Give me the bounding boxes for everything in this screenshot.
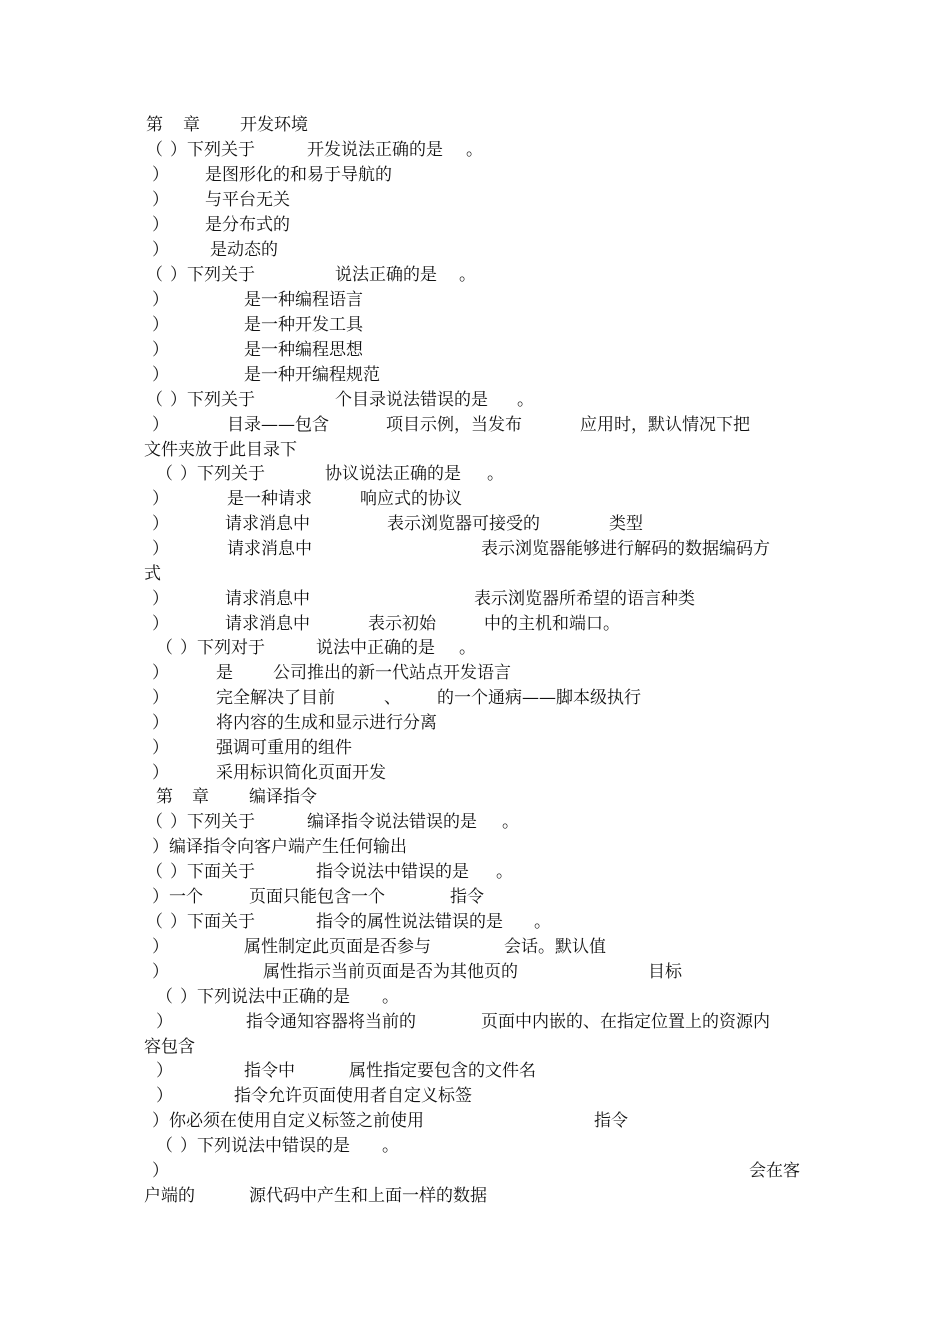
option-marker: ） [152, 1161, 169, 1181]
question-text: 。 [382, 987, 399, 1007]
option-text: 户端的 [144, 1186, 195, 1206]
option-marker: ） [156, 1061, 173, 1081]
option-line [0, 736, 352, 761]
question-text: ）下列对于 [180, 638, 265, 658]
option-line [0, 612, 620, 637]
question-text: ）下列关于 [170, 265, 255, 285]
option-text: ）你必须在使用自定义标签之前使用 [152, 1111, 424, 1131]
question-line [0, 910, 551, 935]
option-text: 指令通知容器将当前的 [246, 1012, 416, 1032]
chapter-label: 章 [183, 115, 200, 135]
chapter-label: 章 [192, 787, 209, 807]
answer-bracket: （ [156, 987, 173, 1007]
question-text: 。 [517, 390, 534, 410]
question-text: ）下列关于 [170, 812, 255, 832]
option-line [0, 587, 695, 612]
option-text: 强调可重用的组件 [216, 738, 352, 758]
option-marker: ） [152, 489, 169, 509]
option-text: 将内容的生成和显示进行分离 [216, 713, 437, 733]
option-text: 目录——包含 [227, 415, 329, 435]
option-marker: ） [152, 415, 169, 435]
question-text: ）下列关于 [170, 390, 255, 410]
question-text: 指令的属性说法错误的是 [316, 912, 503, 932]
question-text: 。 [459, 638, 476, 658]
option-marker: ） [152, 614, 169, 634]
option-text: ）编译指令向客户端产生任何输出 [152, 837, 407, 857]
question-text: ）下列关于 [170, 140, 255, 160]
option-line [0, 512, 643, 537]
option-line [0, 1109, 628, 1134]
question-line [0, 388, 534, 413]
chapter-2-heading [0, 785, 317, 810]
option-marker: ） [152, 589, 169, 609]
question-text: ）下列说法中正确的是 [180, 987, 350, 1007]
option-line [0, 238, 278, 263]
option-text: 是一种编程思想 [244, 340, 363, 360]
question-line [0, 985, 399, 1010]
option-marker: ） [152, 663, 169, 683]
option-line [0, 363, 380, 388]
question-text: 。 [466, 140, 483, 160]
option-line [0, 338, 363, 363]
option-line [0, 163, 392, 188]
chapter-label: 第 [146, 115, 163, 135]
option-marker: ） [152, 539, 169, 559]
answer-bracket: （ [146, 140, 163, 160]
option-marker: ） [152, 713, 169, 733]
question-text: 协议说法正确的是 [325, 464, 461, 484]
answer-bracket: （ [146, 390, 163, 410]
answer-bracket: （ [156, 1136, 173, 1156]
answer-bracket: （ [156, 638, 173, 658]
option-line [0, 686, 641, 711]
option-text: 是图形化的和易于导航的 [205, 165, 392, 185]
option-marker: ） [152, 688, 169, 708]
option-text: 属性指示当前页面是否为其他页的 [263, 962, 518, 982]
option-marker: ） [152, 763, 169, 783]
chapter-label: 第 [156, 787, 173, 807]
option-text: 是 [216, 663, 233, 683]
question-text: ）下列关于 [180, 464, 265, 484]
option-text: 是一种开发工具 [244, 315, 363, 335]
option-continuation [0, 1035, 195, 1060]
option-text: 中的主机和端口。 [484, 614, 620, 634]
chapter-title: 开发环境 [240, 115, 308, 135]
option-text: 与平台无关 [205, 190, 290, 210]
question-line [0, 138, 483, 163]
option-text: 会话。默认值 [504, 937, 606, 957]
answer-bracket: （ [146, 912, 163, 932]
option-line [0, 960, 682, 985]
option-text: 公司推出的新一代站点开发语言 [273, 663, 511, 683]
option-text: 类型 [609, 514, 643, 534]
option-text: 属性制定此页面是否参与 [244, 937, 431, 957]
option-text: 是一种开编程规范 [244, 365, 380, 385]
option-marker: ） [152, 340, 169, 360]
option-text: 会在客 [749, 1161, 800, 1181]
question-text: ）下列说法中错误的是 [180, 1136, 350, 1156]
option-line [0, 1059, 536, 1084]
question-text: ）下面关于 [170, 912, 255, 932]
option-text: 请求消息中 [225, 514, 310, 534]
question-line [0, 1134, 399, 1159]
option-line [0, 935, 606, 960]
option-line [0, 1010, 770, 1035]
question-line [0, 860, 513, 885]
chapter-title: 编译指令 [249, 787, 317, 807]
option-marker: ） [152, 315, 169, 335]
option-text: 页面中内嵌的、在指定位置上的资源内 [481, 1012, 770, 1032]
question-text: 指令说法中错误的是 [316, 862, 469, 882]
answer-bracket: （ [156, 464, 173, 484]
option-line [0, 537, 770, 562]
option-line [0, 761, 386, 786]
option-continuation [0, 1184, 487, 1209]
option-text: 请求消息中 [227, 539, 312, 559]
question-text: 编译指令说法错误的是 [307, 812, 477, 832]
option-text: 表示浏览器所希望的语言种类 [474, 589, 695, 609]
question-text: 。 [382, 1136, 399, 1156]
option-text: 表示浏览器能够进行解码的数据编码方 [481, 539, 770, 559]
option-text: 指令 [450, 887, 484, 907]
question-line [0, 462, 504, 487]
option-text: 应用时，默认情况下把 [580, 415, 750, 435]
option-marker: ） [152, 962, 169, 982]
option-marker: ） [152, 290, 169, 310]
question-line [0, 263, 476, 288]
option-text: 属性指定要包含的文件名 [349, 1061, 536, 1081]
question-text: 。 [487, 464, 504, 484]
option-text: 容包含 [144, 1037, 195, 1057]
question-line [0, 810, 519, 835]
option-marker: ） [152, 937, 169, 957]
question-line [0, 636, 476, 661]
option-line [0, 711, 437, 736]
option-text: 是动态的 [210, 240, 278, 260]
option-line [0, 1084, 472, 1109]
option-line [0, 1159, 800, 1184]
option-line [0, 885, 484, 910]
option-marker: ） [156, 1086, 173, 1106]
option-text: 是一种请求 [227, 489, 312, 509]
option-marker: ） [152, 215, 169, 235]
option-text: 、 [384, 688, 401, 708]
option-text: 表示初始 [368, 614, 436, 634]
option-text: 请求消息中 [225, 589, 310, 609]
option-marker: ） [152, 240, 169, 260]
option-marker: ） [152, 165, 169, 185]
option-text: 表示浏览器可接受的 [387, 514, 540, 534]
option-marker: ） [152, 190, 169, 210]
option-text: 请求消息中 [225, 614, 310, 634]
question-text: 说法中正确的是 [316, 638, 435, 658]
answer-bracket: （ [146, 265, 163, 285]
option-line [0, 188, 290, 213]
question-text: 开发说法正确的是 [307, 140, 443, 160]
option-line [0, 288, 363, 313]
option-marker: ） [156, 1012, 173, 1032]
option-marker: ） [152, 738, 169, 758]
option-text: 是一种编程语言 [244, 290, 363, 310]
option-text: 响应式的协议 [360, 489, 462, 509]
question-text: 说法正确的是 [335, 265, 437, 285]
option-text: 的一个通病——脚本级执行 [437, 688, 641, 708]
option-text: 页面只能包含一个 [249, 887, 385, 907]
option-text: 指令允许页面使用者自定义标签 [234, 1086, 472, 1106]
question-text: 。 [502, 812, 519, 832]
option-marker: ） [152, 514, 169, 534]
question-text: 。 [534, 912, 551, 932]
option-continuation [0, 438, 297, 463]
question-text: 。 [459, 265, 476, 285]
chapter-1-heading [0, 113, 308, 138]
option-line [0, 213, 290, 238]
option-text: 文件夹放于此目录下 [144, 440, 297, 460]
option-text: 项目示例，当发布 [386, 415, 522, 435]
option-line [0, 487, 462, 512]
option-text: 是分布式的 [205, 215, 290, 235]
option-marker: ） [152, 365, 169, 385]
answer-bracket: （ [146, 862, 163, 882]
option-text: 源代码中产生和上面一样的数据 [249, 1186, 487, 1206]
option-text: ）一个 [152, 887, 203, 907]
question-text: ）下面关于 [170, 862, 255, 882]
option-text: 完全解决了目前 [216, 688, 335, 708]
option-text: 目标 [648, 962, 682, 982]
question-text: 。 [496, 862, 513, 882]
option-text: 指令中 [244, 1061, 295, 1081]
option-line [0, 661, 511, 686]
option-text: 式 [144, 564, 161, 584]
option-line [0, 313, 363, 338]
option-text: 指令 [594, 1111, 628, 1131]
option-continuation [0, 562, 161, 587]
answer-bracket: （ [146, 812, 163, 832]
option-text: 采用标识简化页面开发 [216, 763, 386, 783]
option-line [0, 835, 407, 860]
option-line [0, 413, 750, 438]
question-text: 个目录说法错误的是 [335, 390, 488, 410]
